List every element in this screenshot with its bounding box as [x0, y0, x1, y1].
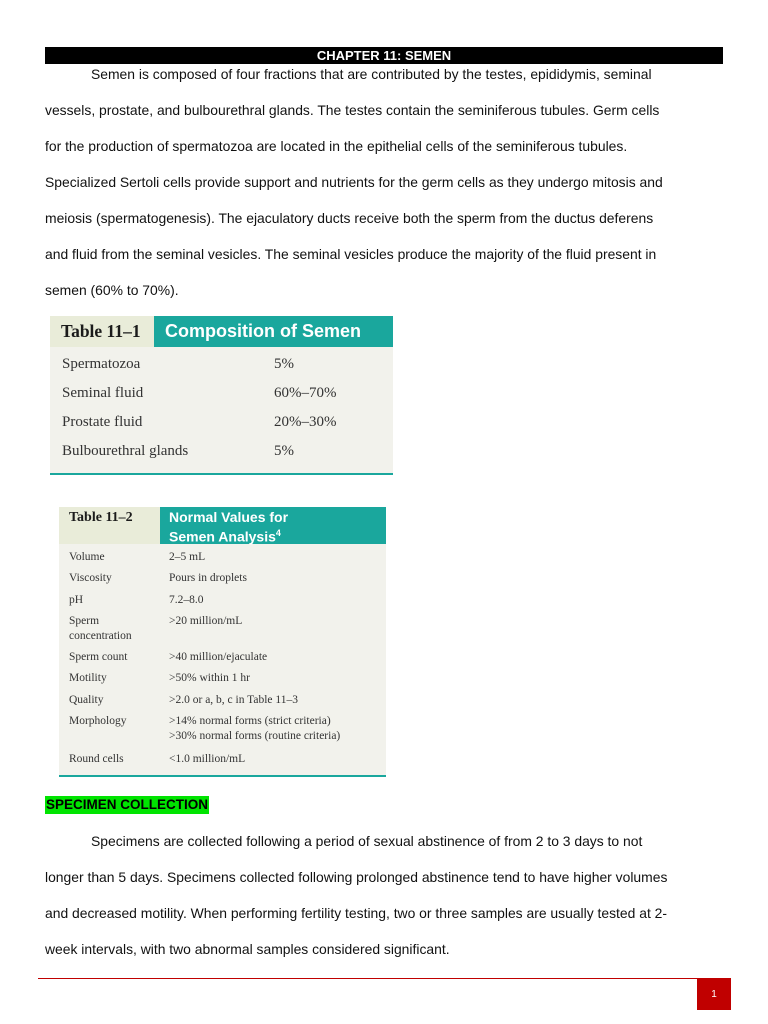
table-label: Table 11–2: [59, 507, 160, 544]
row-value: >50% within 1 hr: [169, 672, 250, 684]
table-title-line: [169, 525, 386, 545]
row-value: 7.2–8.0: [169, 594, 204, 606]
row-item: Spermatozoa: [62, 356, 141, 372]
specimen-line: Specimens are collected following a period of sexual abstinence of from 2 to 3 days to not: [91, 833, 643, 849]
row-item: Viscosity: [69, 572, 112, 584]
intro-line: meiosis (spermatogenesis). The ejaculatory ducts receive both the sperm from the ductus deferens: [45, 210, 654, 226]
row-value: >2.0 or a, b, c in Table 11–3: [169, 694, 298, 706]
row-value: <1.0 million/mL: [169, 753, 246, 765]
specimen-line: and decreased motility. When performing fertility testing, two or three samples are usually tested at 2-: [45, 905, 668, 921]
table-header: [50, 316, 393, 347]
table-title: [160, 507, 386, 544]
row-item: Quality: [69, 694, 104, 706]
row-value: 20%–30%: [274, 414, 337, 430]
row-value: 5%: [274, 356, 294, 372]
intro-paragraph: [45, 56, 725, 308]
intro-line: and fluid from the seminal vesicles. The seminal vesicles produce the majority of the fluid present in: [45, 246, 657, 262]
table-row: [50, 353, 393, 377]
intro-line: semen (60% to 70%).: [45, 282, 179, 298]
specimen-line: longer than 5 days. Specimens collected following prolonged abstinence tend to have higher volumes: [45, 869, 668, 885]
intro-line: vessels, prostate, and bulbourethral glands. The testes contain the seminiferous tubules. Germ cells: [45, 102, 660, 118]
row-item: Prostate fluid: [62, 414, 143, 430]
row-item: Volume: [69, 551, 105, 563]
intro-line: for the production of spermatozoa are located in the epithelial cells of the seminiferous tubules.: [45, 138, 628, 154]
row-value: 5%: [274, 443, 294, 459]
table-title: Composition of Semen: [154, 316, 393, 347]
row-value-line: >14% normal forms (strict criteria): [169, 715, 331, 727]
footer-divider: [38, 978, 731, 979]
table-normal-values: [59, 507, 386, 777]
footnote-ref: 4: [275, 528, 281, 538]
specimen-paragraph: [45, 823, 725, 967]
table-title-text: Semen Analysis: [169, 528, 276, 545]
row-value: >40 million/ejaculate: [169, 651, 268, 663]
page-number: 1: [697, 979, 731, 1010]
table-row: [50, 411, 393, 435]
table-row: [50, 440, 393, 464]
row-item: Morphology: [69, 715, 127, 727]
table-label: Table 11–1: [50, 316, 154, 347]
row-value: [169, 714, 384, 744]
row-item: Sperm count: [69, 651, 128, 663]
row-item: pH: [69, 594, 84, 606]
specimen-line: week intervals, with two abnormal samples considered significant.: [45, 941, 450, 957]
chapter-title: CHAPTER 11: SEMEN: [45, 47, 723, 64]
intro-line: Specialized Sertoli cells provide support and nutrients for the germ cells as they undergo mitosis and: [45, 174, 663, 190]
table-composition-of-semen: [50, 316, 393, 475]
row-item: Round cells: [69, 753, 124, 765]
row-value: 2–5 mL: [169, 551, 206, 563]
table-title-line: Normal Values for: [169, 509, 289, 525]
row-item: Seminal fluid: [62, 385, 144, 401]
row-item: Bulbourethral glands: [62, 443, 189, 459]
row-value: Pours in droplets: [169, 572, 247, 584]
row-value: >20 million/mL: [169, 615, 243, 627]
row-item: Motility: [69, 672, 107, 684]
intro-line: Semen is composed of four fractions that are contributed by the testes, epididymis, seminal: [91, 66, 652, 82]
row-value-line: >30% normal forms (routine criteria): [169, 730, 341, 742]
row-value: 60%–70%: [274, 385, 337, 401]
table-row: [50, 382, 393, 406]
row-item: Sperm concentration: [69, 615, 132, 642]
section-heading: SPECIMEN COLLECTION: [46, 797, 209, 812]
